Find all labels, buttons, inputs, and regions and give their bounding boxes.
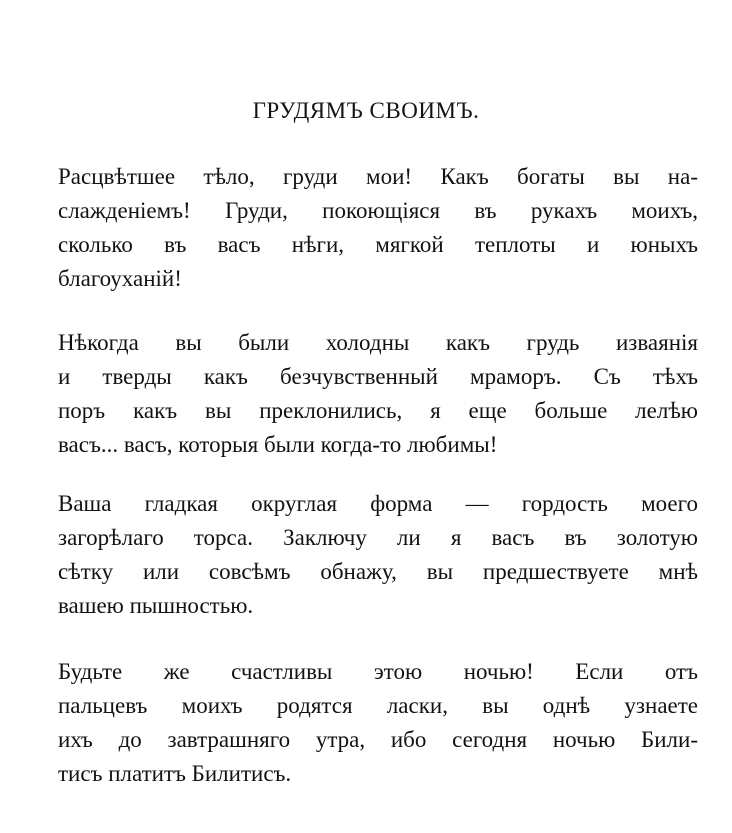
stanza-line: загорѣлаго торса. Заключу ли я васъ въ золотую: [58, 525, 698, 550]
stanza-line: ихъ до завтрашняго утра, ибо сегодня ночью Били-: [58, 727, 698, 752]
stanza-line: пальцевъ моихъ родятся ласки, вы однѣ узнаете: [58, 693, 698, 718]
stanza-line: благоуханій!: [58, 266, 182, 291]
poem-title: ГРУДЯМЪ СВОИМЪ.: [252, 98, 480, 123]
stanza-line: слажденіемъ! Груди, покоющіяся въ рукахъ моихъ,: [58, 198, 698, 223]
stanza-line: сѣтку или совсѣмъ обнажу, вы предшествуете мнѣ: [58, 559, 698, 584]
stanza-2: [58, 326, 698, 462]
stanza-line: и тверды какъ безчувственный мраморъ. Съ тѣхъ: [58, 364, 698, 389]
stanza-line: сколько въ васъ нѣги, мягкой теплоты и юныхъ: [58, 232, 698, 257]
stanza-line: поръ какъ вы преклонились, я еще больше лелѣю: [58, 398, 698, 423]
stanza-line: вашею пышностью.: [58, 593, 254, 618]
stanza-3: [58, 487, 698, 623]
stanza-4: [58, 655, 698, 791]
stanza-line: васъ... васъ, которыя были когда-то любимы!: [58, 432, 498, 457]
stanza-line: Нѣкогда вы были холодны какъ грудь изваянія: [58, 330, 698, 355]
stanza-1: [58, 160, 698, 296]
stanza-line: Ваша гладкая округлая форма — гордость моего: [58, 491, 698, 516]
stanza-line: тисъ платитъ Билитисъ.: [58, 761, 292, 786]
stanza-line: Расцвѣтшее тѣло, груди мои! Какъ богаты вы на-: [58, 164, 698, 189]
stanza-line: Будьте же счастливы этою ночью! Если отъ: [58, 659, 698, 684]
